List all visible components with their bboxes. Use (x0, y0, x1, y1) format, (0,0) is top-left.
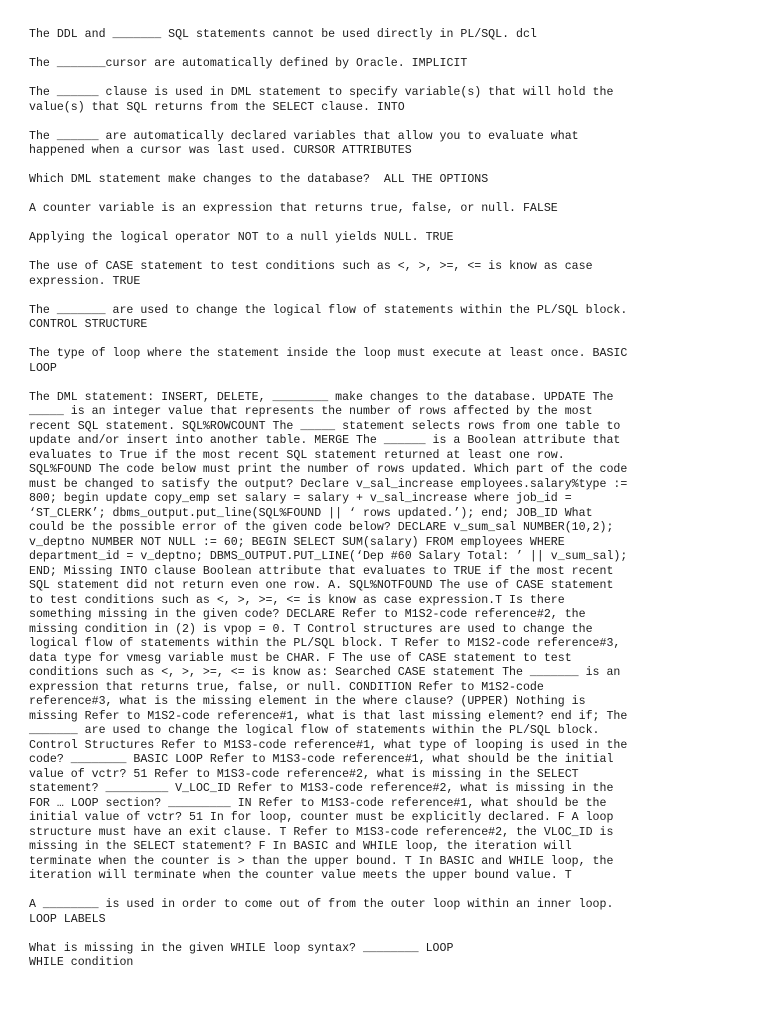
document-page (29, 28, 739, 985)
question-ddl-dcl: The DDL and _______ SQL statements cannot be used directly in PL/SQL. dcl (29, 28, 537, 41)
question-not-null: Applying the logical operator NOT to a null yields NULL. TRUE (29, 231, 454, 244)
question-loop-labels: A ________ is used in order to come out of from the outer loop within an inner loop. LOOP LABELS (29, 898, 614, 926)
question-implicit-cursor: The _______cursor are automatically defined by Oracle. IMPLICIT (29, 57, 468, 70)
question-control-structure: The _______ are used to change the logical flow of statements within the PL/SQL block. CONTROL STRUCTURE (29, 303, 628, 331)
question-dml-changes: Which DML statement make changes to the database? ALL THE OPTIONS (29, 173, 489, 186)
question-while-loop: What is missing in the given WHILE loop syntax? ________ LOOP WHILE condition (29, 941, 454, 969)
question-into-clause: The ______ clause is used in DML statement to specify variable(s) that will hold the value(s) that SQL returns from the SELECT clause. INTO (29, 86, 614, 114)
question-block-combined: The DML statement: INSERT, DELETE, ________ make changes to the database. UPDATE The _____ is an integer value that represents the number of rows affected by the most recent SQL statement. SQL%ROWCOUNT The _____ statement selects rows from one table to update and/or insert into another table. MERGE The ______ is a Boolean attribute that evaluates to True if the most recent SQL statement returned at least one row. SQL%FOUND The code below must print the number of rows updated. Which part of the code must be changed to satisfy the output? Declare v_sal_increase employees.salary%type := 800; begin update copy_emp set salary = salary + v_sal_increase where job_id = ‘ST_CLERK’; dbms_output.put_line(SQL%FOUND || ‘ rows updated.’); end; JOB_ID What could be the possible error of the given code below? DECLARE v_sum_sal NUMBER(10,2); v_deptno NUMBER NOT NULL := 60; BEGIN SELECT SUM(salary) FROM employees WHERE department_id = v_deptno; DBMS_OUTPUT.PUT_LINE(‘Dep #60 Salary Total: ’ || v_sum_sal); END; Missing INTO clause Boolean attribute that evaluates to TRUE if the most recent SQL statement did not return even one row. A. SQL%NOTFOUND The use of CASE statement to test conditions such as <, >, >=, <= is know as case expression.T Is there something missing in the given code? DECLARE Refer to M1S2-code reference#2, the missing condition in (2) is vpop = 0. T Control structures are used to change the logical flow of statements within the PL/SQL block. T Refer to M1S2-code reference#3, data type for vmesg variable must be CHAR. F The use of CASE statement to test conditions such as <, >, >=, <= is know as: Searched CASE statement The _______ is an expression that returns true, false, or null. CONDITION Refer to M1S2-code reference#3, what is the missing element in the where clause? (UPPER) Nothing is missing Refer to M1S2-code reference#1, what is that last missing element? end if; The _______ are used to change the logical flow of statements within the PL/SQL block. Control Structures Refer to M1S3-code reference#1, what type of looping is used in the code? ________ BASIC LOOP Refer to M1S3-code reference#1, what should be the initial value of vctr? 51 Refer to M1S3-code reference#2, what is missing in the SELECT statement? _________ V_LOC_ID Refer to M1S3-code reference#2, what is missing in the FOR … LOOP section? _________ IN Refer to M1S3-code reference#1, what should be the initial value of vctr? 51 In for loop, counter must be explicitly declared. F A loop structure must have an exit clause. T Refer to M1S3-code reference#2, the VLOC_ID is missing in the SELECT statement? F In BASIC and WHILE loop, the iteration will terminate when the counter is > than the upper bound. T In BASIC and WHILE loop, the iteration will terminate when the counter value meets the upper bound value. T (29, 390, 628, 882)
question-counter-variable: A counter variable is an expression that returns true, false, or null. FALSE (29, 202, 558, 215)
question-case-expression: The use of CASE statement to test conditions such as <, >, >=, <= is know as case expression. TRUE (29, 260, 593, 288)
question-basic-loop: The type of loop where the statement inside the loop must execute at least once. BASIC LOOP (29, 347, 628, 375)
question-cursor-attributes: The ______ are automatically declared variables that allow you to evaluate what happened when a cursor was last used. CURSOR ATTRIBUTES (29, 129, 579, 157)
